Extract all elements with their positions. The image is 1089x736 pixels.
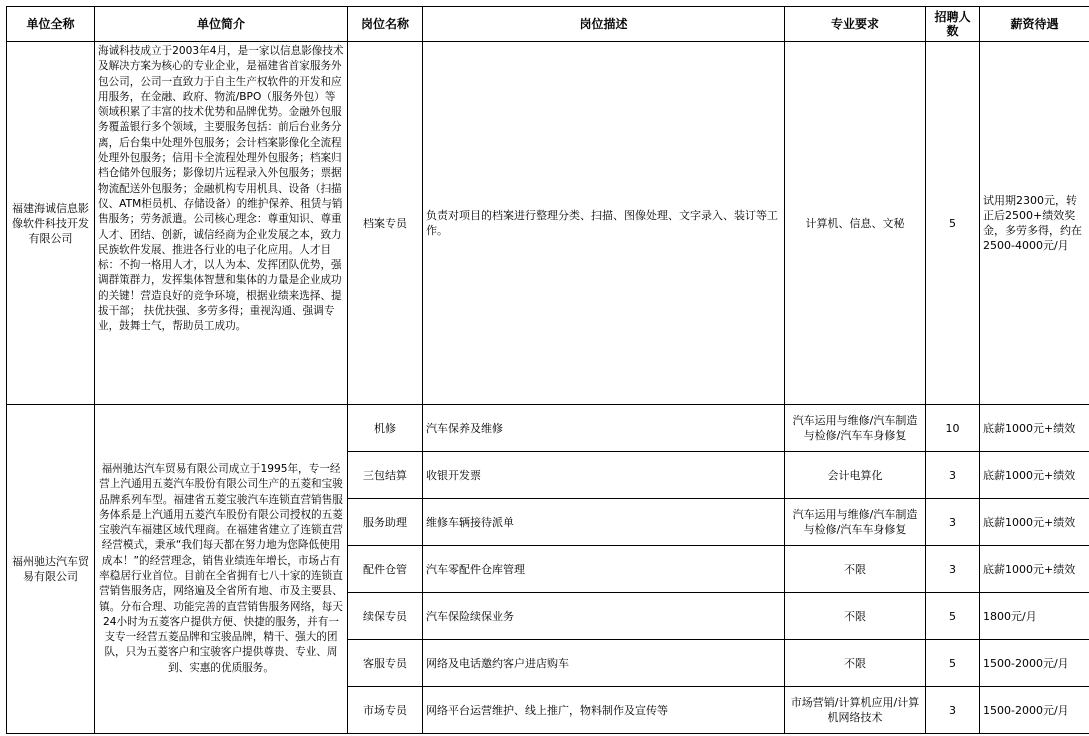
hire-count: 10 bbox=[926, 405, 980, 452]
position-name: 续保专员 bbox=[348, 593, 423, 640]
table-row bbox=[7, 42, 1089, 405]
position-description: 网络平台运营维护、线上推广，物料制作及宣传等 bbox=[423, 687, 785, 734]
table-row bbox=[7, 405, 1089, 452]
position-name: 市场专员 bbox=[348, 687, 423, 734]
position-name: 客服专员 bbox=[348, 640, 423, 687]
major-requirement: 会计电算化 bbox=[785, 452, 926, 499]
major-requirement: 市场营销/计算机应用/计算机网络技术 bbox=[785, 687, 926, 734]
position-name: 机修 bbox=[348, 405, 423, 452]
hire-count: 3 bbox=[926, 546, 980, 593]
salary: 1500-2000元/月 bbox=[980, 640, 1089, 687]
major-requirement: 不限 bbox=[785, 593, 926, 640]
header-major: 专业要求 bbox=[785, 7, 926, 42]
salary: 底薪1000元+绩效 bbox=[980, 452, 1089, 499]
position-description: 维修车辆接待派单 bbox=[423, 499, 785, 546]
header-count: 招聘人数 bbox=[926, 7, 980, 42]
company-intro: 福州驰达汽车贸易有限公司成立于1995年，专一经营上汽通用五菱汽车股份有限公司生产的五菱和宝骏品牌系列车型。福建省五菱宝骏汽车连锁直营销售服务体系是上汽通用五菱汽车股份有限公司授权的五菱宝骏汽车福建区域代理商。在福建省建立了连锁直营经营模式，秉承“我们每天都在努力地为您降低使用成本！”的经营理念，销售业绩连年增长，市场占有率稳居行业首位。目前在全省拥有七八十家的连锁直营销售服务店，网络遍及全省所有地、市及主要县、镇。分布合理、功能完善的直营销售服务网络，每天24小时为五菱客户提供方便、快捷的服务，并有一支专一经营五菱品牌和宝骏品牌，精干、强大的团队，只为五菱客户和宝骏客户提供尊贵、专业、周到、实惠的优质服务。 bbox=[95, 405, 348, 734]
hire-count: 5 bbox=[926, 593, 980, 640]
company-name: 福州驰达汽车贸易有限公司 bbox=[7, 405, 95, 734]
position-name: 配件仓管 bbox=[348, 546, 423, 593]
salary: 底薪1000元+绩效 bbox=[980, 546, 1089, 593]
major-requirement: 不限 bbox=[785, 640, 926, 687]
salary: 1500-2000元/月 bbox=[980, 687, 1089, 734]
salary: 底薪1000元+绩效 bbox=[980, 405, 1089, 452]
salary: 底薪1000元+绩效 bbox=[980, 499, 1089, 546]
hire-count: 5 bbox=[926, 42, 980, 405]
position-description: 汽车零配件仓库管理 bbox=[423, 546, 785, 593]
job-listing-table bbox=[6, 6, 1089, 734]
position-description: 负责对项目的档案进行整理分类、扫描、图像处理、文字录入、装订等工作。 bbox=[423, 42, 785, 405]
hire-count: 3 bbox=[926, 452, 980, 499]
major-requirement: 不限 bbox=[785, 546, 926, 593]
company-name: 福建海诚信息影像软件科技开发有限公司 bbox=[7, 42, 95, 405]
major-requirement: 汽车运用与维修/汽车制造与检修/汽车车身修复 bbox=[785, 499, 926, 546]
position-description: 收银开发票 bbox=[423, 452, 785, 499]
header-position: 岗位名称 bbox=[348, 7, 423, 42]
header-intro: 单位简介 bbox=[95, 7, 348, 42]
header-company: 单位全称 bbox=[7, 7, 95, 42]
major-requirement: 汽车运用与维修/汽车制造与检修/汽车车身修复 bbox=[785, 405, 926, 452]
position-description: 网络及电话邀约客户进店购车 bbox=[423, 640, 785, 687]
hire-count: 5 bbox=[926, 640, 980, 687]
header-salary: 薪资待遇 bbox=[980, 7, 1089, 42]
header-description: 岗位描述 bbox=[423, 7, 785, 42]
position-name: 档案专员 bbox=[348, 42, 423, 405]
position-description: 汽车保养及维修 bbox=[423, 405, 785, 452]
salary: 1800元/月 bbox=[980, 593, 1089, 640]
major-requirement: 计算机、信息、文秘 bbox=[785, 42, 926, 405]
position-name: 三包结算 bbox=[348, 452, 423, 499]
company-intro: 海诚科技成立于2003年4月，是一家以信息影像技术及解决方案为核心的专业企业，是福建省首家服务外包公司，公司一直致力于自主生产权软件的开发和应用服务，在金融、政府、物流/BPO（服务外包）等领域积累了丰富的技术优势和品牌优势。金融外包服务覆盖银行多个领域，主要服务包括：前后台业务分离，后台集中处理外包服务；会计档案影像化全流程处理外包服务；信用卡全流程处理外包服务；档案归档仓储外包服务；影像切片远程录入外包服务；票据物流配送外包服务；金融机构专用机具、设备（扫描仪、ATM柜员机、存储设备）的维护保养、租赁与销售服务；劳务派遣。公司核心理念：尊重知识、尊重人才、团结、创新，诚信经商为企业发展之本，致力民族软件发展、推进各行业的电子化应用。人才目标：不拘一格用人才，以人为本、发挥团队优势，强调群策群力，发挥集体智慧和集体的力量是企业成功的关键！营造良好的竞争环境，根据业绩来选择、提拔干部； 扶优扶强、多劳多得；重视沟通、强调专业，鼓舞士气，帮助员工成功。 bbox=[95, 42, 348, 405]
position-description: 汽车保险续保业务 bbox=[423, 593, 785, 640]
salary: 试用期2300元，转正后2500+绩效奖金，多劳多得，约在2500-4000元/月 bbox=[980, 42, 1089, 405]
hire-count: 3 bbox=[926, 499, 980, 546]
position-name: 服务助理 bbox=[348, 499, 423, 546]
hire-count: 3 bbox=[926, 687, 980, 734]
header-row bbox=[7, 7, 1089, 42]
